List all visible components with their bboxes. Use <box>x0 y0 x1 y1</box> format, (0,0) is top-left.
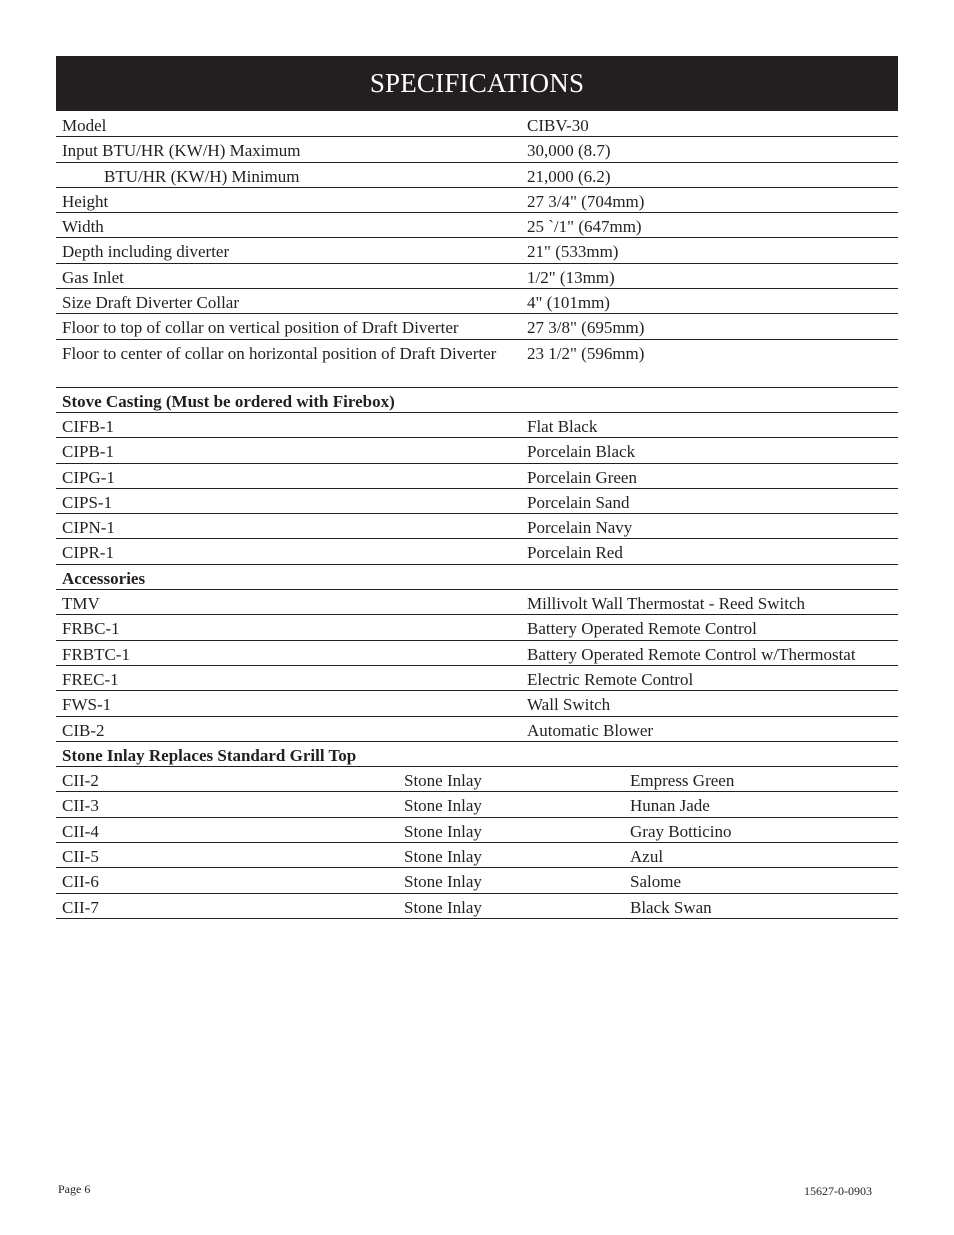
inlay-color: Empress Green <box>630 771 735 791</box>
spec-row <box>56 264 898 289</box>
part-description: Porcelain Black <box>527 442 636 462</box>
inlay-type: Stone Inlay <box>404 821 482 841</box>
inlay-type: Stone Inlay <box>404 897 482 917</box>
part-description: Porcelain Navy <box>527 518 633 538</box>
part-description: Automatic Blower <box>527 720 654 740</box>
stove-casting-row <box>56 489 898 514</box>
inlay-type: Stone Inlay <box>404 847 482 867</box>
spec-value: 1/2" (13mm) <box>527 267 615 287</box>
part-code: CIPG-1 <box>62 467 115 487</box>
spec-value: 4" (101mm) <box>527 293 610 313</box>
section-heading-text: Accessories <box>62 568 146 588</box>
part-code: FRBTC-1 <box>62 644 131 664</box>
stone-inlay-row <box>56 843 898 868</box>
spec-row <box>56 163 898 188</box>
spec-value: 25 `/1" (647mm) <box>527 217 642 237</box>
accessory-row <box>56 691 898 716</box>
part-code: CII-5 <box>62 847 99 867</box>
stove-casting-row <box>56 539 898 564</box>
spec-label: Size Draft Diverter Collar <box>62 293 240 313</box>
inlay-color: Hunan Jade <box>630 796 710 816</box>
stove-casting-row <box>56 464 898 489</box>
part-description: Flat Black <box>527 416 598 436</box>
part-code: CII-7 <box>62 897 99 917</box>
part-code: CII-3 <box>62 796 99 816</box>
spec-value: 21,000 (6.2) <box>527 166 611 186</box>
stone-inlay-row <box>56 894 898 919</box>
spec-value: 27 3/8" (695mm) <box>527 318 645 338</box>
accessory-row <box>56 666 898 691</box>
page-number: Page 6 <box>58 1182 91 1196</box>
part-code: TMV <box>62 594 100 614</box>
spec-row <box>56 213 898 238</box>
part-description: Porcelain Green <box>527 467 637 487</box>
spec-label: Input BTU/HR (KW/H) Maximum <box>62 141 301 161</box>
part-description: Wall Switch <box>527 695 611 715</box>
page-title: SPECIFICATIONS <box>369 68 585 98</box>
spec-label: Model <box>62 116 107 135</box>
inlay-type: Stone Inlay <box>404 872 482 892</box>
spec-label: Gas Inlet <box>62 267 124 287</box>
part-code: CIPB-1 <box>62 442 114 462</box>
stone-inlay-row <box>56 767 898 792</box>
part-code: FREC-1 <box>62 669 119 689</box>
specifications-title-bar <box>56 56 898 111</box>
accessory-row <box>56 615 898 640</box>
inlay-type: Stone Inlay <box>404 771 482 791</box>
spec-value: CIBV-30 <box>527 116 589 135</box>
part-code: CIPS-1 <box>62 492 113 512</box>
part-description: Porcelain Red <box>527 543 623 563</box>
spec-row <box>56 289 898 314</box>
spec-label: Height <box>62 191 109 211</box>
part-code: CII-4 <box>62 821 99 841</box>
accessory-row <box>56 590 898 615</box>
spec-row <box>56 188 898 213</box>
part-code: CIB-2 <box>62 720 105 740</box>
accessory-row <box>56 717 898 742</box>
specifications-table <box>56 112 898 919</box>
part-description: Porcelain Sand <box>527 492 630 512</box>
spec-value: 27 3/4" (704mm) <box>527 191 645 211</box>
stove-casting-row <box>56 413 898 438</box>
spec-label: Floor to center of collar on horizontal position of Draft Diverter <box>62 343 497 363</box>
inlay-color: Azul <box>630 847 664 867</box>
inlay-color: Black Swan <box>630 897 712 917</box>
spec-row <box>56 238 898 263</box>
spec-label: Floor to top of collar on vertical position of Draft Diverter <box>62 318 459 338</box>
spec-row <box>56 340 898 388</box>
part-code: CIFB-1 <box>62 416 114 436</box>
part-description: Battery Operated Remote Control <box>527 619 757 639</box>
stove-casting-heading <box>56 388 898 413</box>
spec-label: BTU/HR (KW/H) Minimum <box>104 166 300 186</box>
inlay-color: Gray Botticino <box>630 821 732 841</box>
spec-value: 21" (533mm) <box>527 242 619 262</box>
accessories-heading <box>56 565 898 590</box>
section-heading-text: Stone Inlay Replaces Standard Grill Top <box>62 745 357 765</box>
spec-value: 30,000 (8.7) <box>527 141 611 161</box>
spec-label: Depth including diverter <box>62 242 230 262</box>
spec-row <box>56 137 898 162</box>
stone-inlay-row <box>56 792 898 817</box>
document-number: 15627-0-0903 <box>804 1184 872 1198</box>
part-description: Millivolt Wall Thermostat - Reed Switch <box>527 594 806 614</box>
stove-casting-row <box>56 514 898 539</box>
inlay-type: Stone Inlay <box>404 796 482 816</box>
spec-label: Width <box>62 217 104 237</box>
part-code: CIPR-1 <box>62 543 114 563</box>
part-code: FRBC-1 <box>62 619 120 639</box>
part-code: CII-2 <box>62 771 99 791</box>
stove-casting-row <box>56 438 898 463</box>
accessory-row <box>56 641 898 666</box>
part-description: Electric Remote Control <box>527 669 694 689</box>
part-code: CII-6 <box>62 872 99 892</box>
part-code: FWS-1 <box>62 695 112 715</box>
inlay-color: Salome <box>630 872 681 892</box>
stone-inlay-heading <box>56 742 898 767</box>
spec-value: 23 1/2" (596mm) <box>527 343 645 363</box>
stone-inlay-row <box>56 818 898 843</box>
section-heading-text: Stove Casting (Must be ordered with Firebox) <box>62 391 395 411</box>
spec-row <box>56 314 898 339</box>
stone-inlay-row <box>56 868 898 893</box>
part-code: CIPN-1 <box>62 518 115 538</box>
spec-row <box>56 112 898 137</box>
part-description: Battery Operated Remote Control w/Thermostat <box>527 644 856 664</box>
